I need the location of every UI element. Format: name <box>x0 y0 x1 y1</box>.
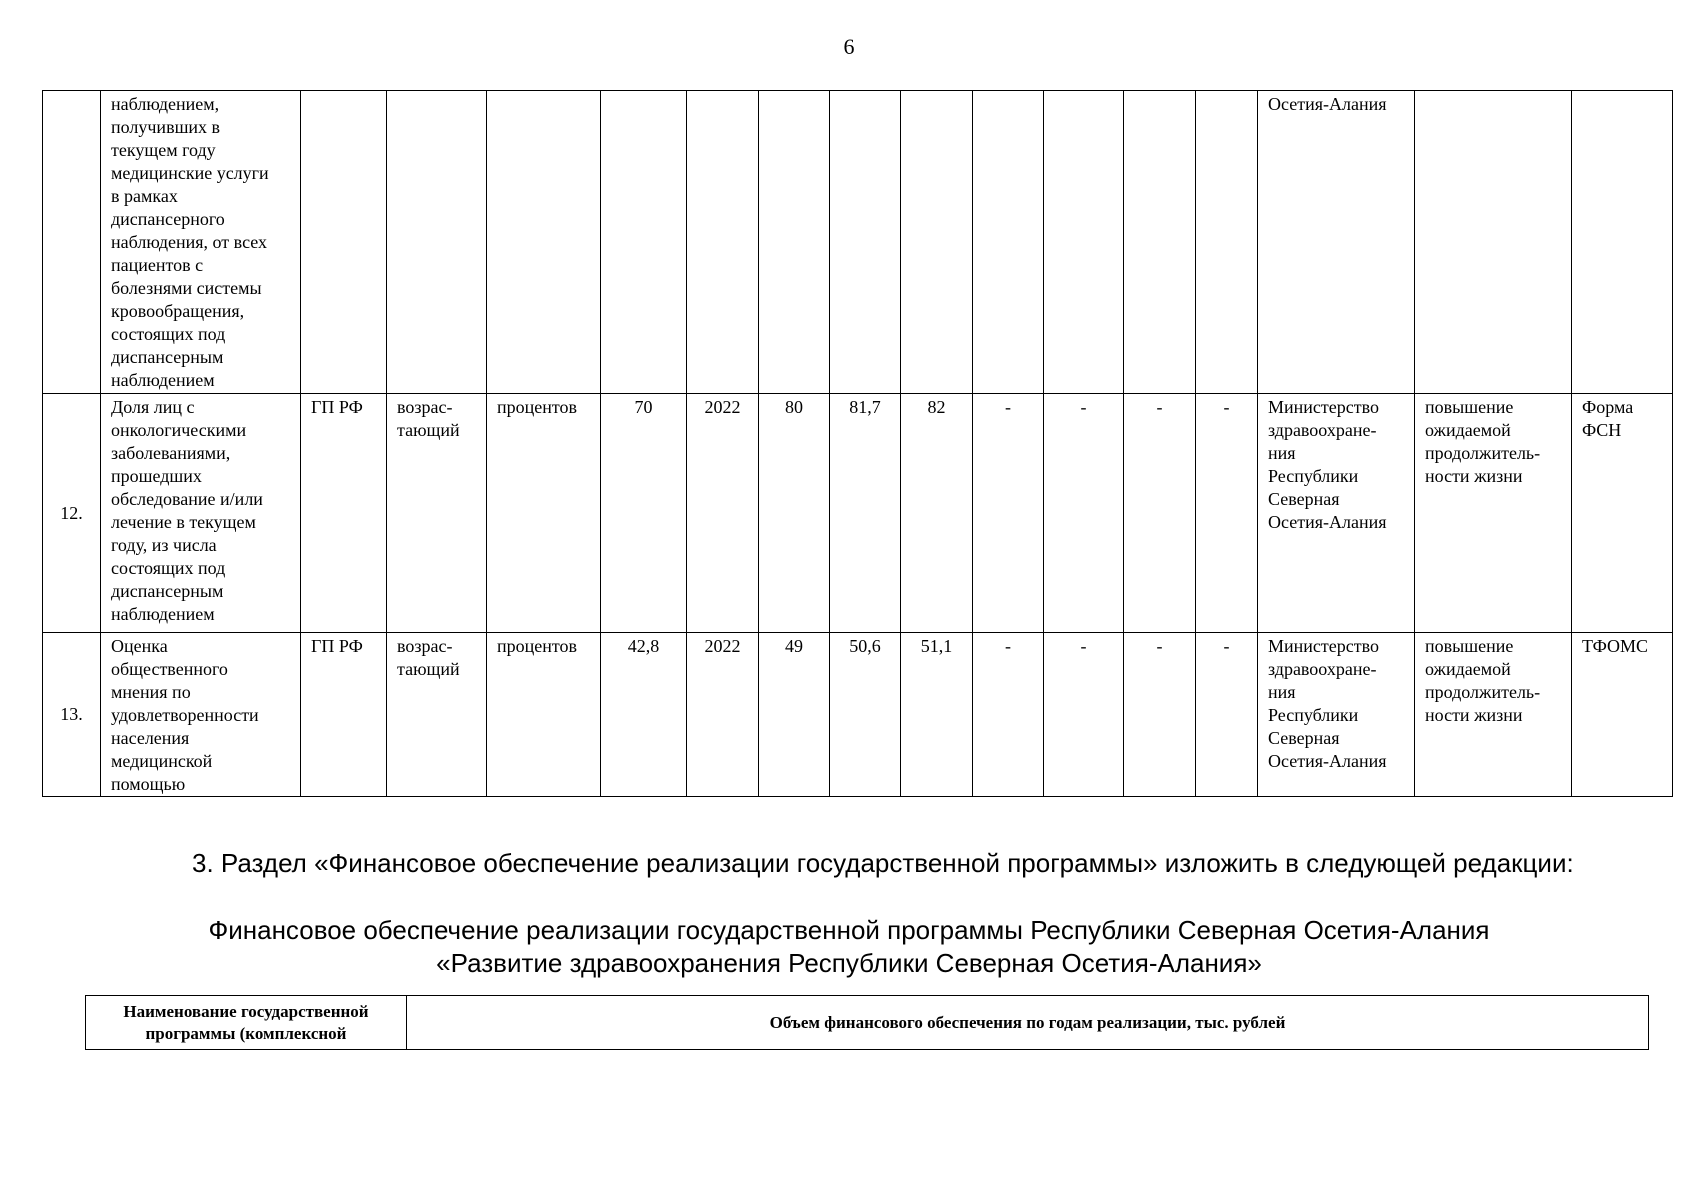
responsible-cell: Министерство здравоохране- ния Республики Северная Осетия-Алания <box>1258 394 1415 633</box>
level-cell: ГП РФ <box>301 394 387 633</box>
value-cell <box>830 91 901 394</box>
value-cell: - <box>1044 633 1124 797</box>
value-cell: 82 <box>901 394 973 633</box>
source-cell: ТФОМС <box>1572 633 1673 797</box>
level-cell <box>301 91 387 394</box>
financing-title-line-2: «Развитие здравоохранения Республики Северная Осетия-Алания» <box>436 948 1262 978</box>
table-row <box>43 91 1673 394</box>
value-cell: 81,7 <box>830 394 901 633</box>
source-cell <box>1572 91 1673 394</box>
value-cell <box>1124 91 1196 394</box>
direction-cell <box>387 91 487 394</box>
financing-table <box>85 995 1649 1050</box>
base-value-cell <box>601 91 687 394</box>
financing-title <box>0 914 1698 980</box>
table-row <box>43 394 1673 633</box>
row-number-cell: 12. <box>43 394 101 633</box>
value-cell: 80 <box>759 394 830 633</box>
value-cell <box>1196 91 1258 394</box>
financing-table-header-row <box>86 996 1649 1050</box>
page-number: 6 <box>843 34 855 59</box>
value-cell <box>759 91 830 394</box>
unit-cell: процентов <box>487 633 601 797</box>
base-year-cell: 2022 <box>687 633 759 797</box>
value-cell <box>973 91 1044 394</box>
value-cell: - <box>1124 633 1196 797</box>
link-cell <box>1415 91 1572 394</box>
value-cell: 49 <box>759 633 830 797</box>
financing-volume-header: Объем финансового обеспечения по годам реализации, тыс. рублей <box>407 996 1649 1050</box>
base-year-cell: 2022 <box>687 394 759 633</box>
indicator-name-cell: наблюдением, получивших в текущем году медицинские услуги в рамках диспансерного наблюдения, от всех пациентов с болезнями системы кровообращения, состоящих под диспансерным наблюдением <box>101 91 301 394</box>
value-cell: 50,6 <box>830 633 901 797</box>
source-cell: Форма ФСН <box>1572 394 1673 633</box>
value-cell: - <box>1124 394 1196 633</box>
base-value-cell: 42,8 <box>601 633 687 797</box>
base-value-cell: 70 <box>601 394 687 633</box>
value-cell: - <box>973 633 1044 797</box>
value-cell: - <box>973 394 1044 633</box>
row-number-cell: 13. <box>43 633 101 797</box>
unit-cell: процентов <box>487 394 601 633</box>
link-cell: повышение ожидаемой продолжитель- ности жизни <box>1415 633 1572 797</box>
indicator-name-cell: Оценка общественного мнения по удовлетворенности населения медицинской помощью <box>101 633 301 797</box>
value-cell <box>1044 91 1124 394</box>
value-cell: - <box>1196 633 1258 797</box>
table-row <box>43 633 1673 797</box>
program-name-header: Наименование государственной программы (комплексной <box>86 996 407 1050</box>
value-cell: - <box>1196 394 1258 633</box>
unit-cell <box>487 91 601 394</box>
responsible-cell: Осетия-Алания <box>1258 91 1415 394</box>
value-cell: 51,1 <box>901 633 973 797</box>
financing-title-line-1: Финансовое обеспечение реализации государственной программы Республики Северная Осетия-Алания <box>208 915 1490 945</box>
row-number-cell <box>43 91 101 394</box>
level-cell: ГП РФ <box>301 633 387 797</box>
indicators-table <box>42 90 1673 797</box>
direction-cell: возрас- тающий <box>387 633 487 797</box>
indicator-name-cell: Доля лиц с онкологическими заболеваниями, прошедших обследование и/или лечение в текущем году, из числа состоящих под диспансерным наблюдением <box>101 394 301 633</box>
responsible-cell: Министерство здравоохране- ния Республики Северная Осетия-Алания <box>1258 633 1415 797</box>
direction-cell: возрас- тающий <box>387 394 487 633</box>
value-cell <box>901 91 973 394</box>
value-cell: - <box>1044 394 1124 633</box>
base-year-cell <box>687 91 759 394</box>
section-instruction-text: 3. Раздел «Финансовое обеспечение реализации государственной программы» изложить в следующей редакции: <box>192 848 1574 878</box>
link-cell: повышение ожидаемой продолжитель- ности жизни <box>1415 394 1572 633</box>
